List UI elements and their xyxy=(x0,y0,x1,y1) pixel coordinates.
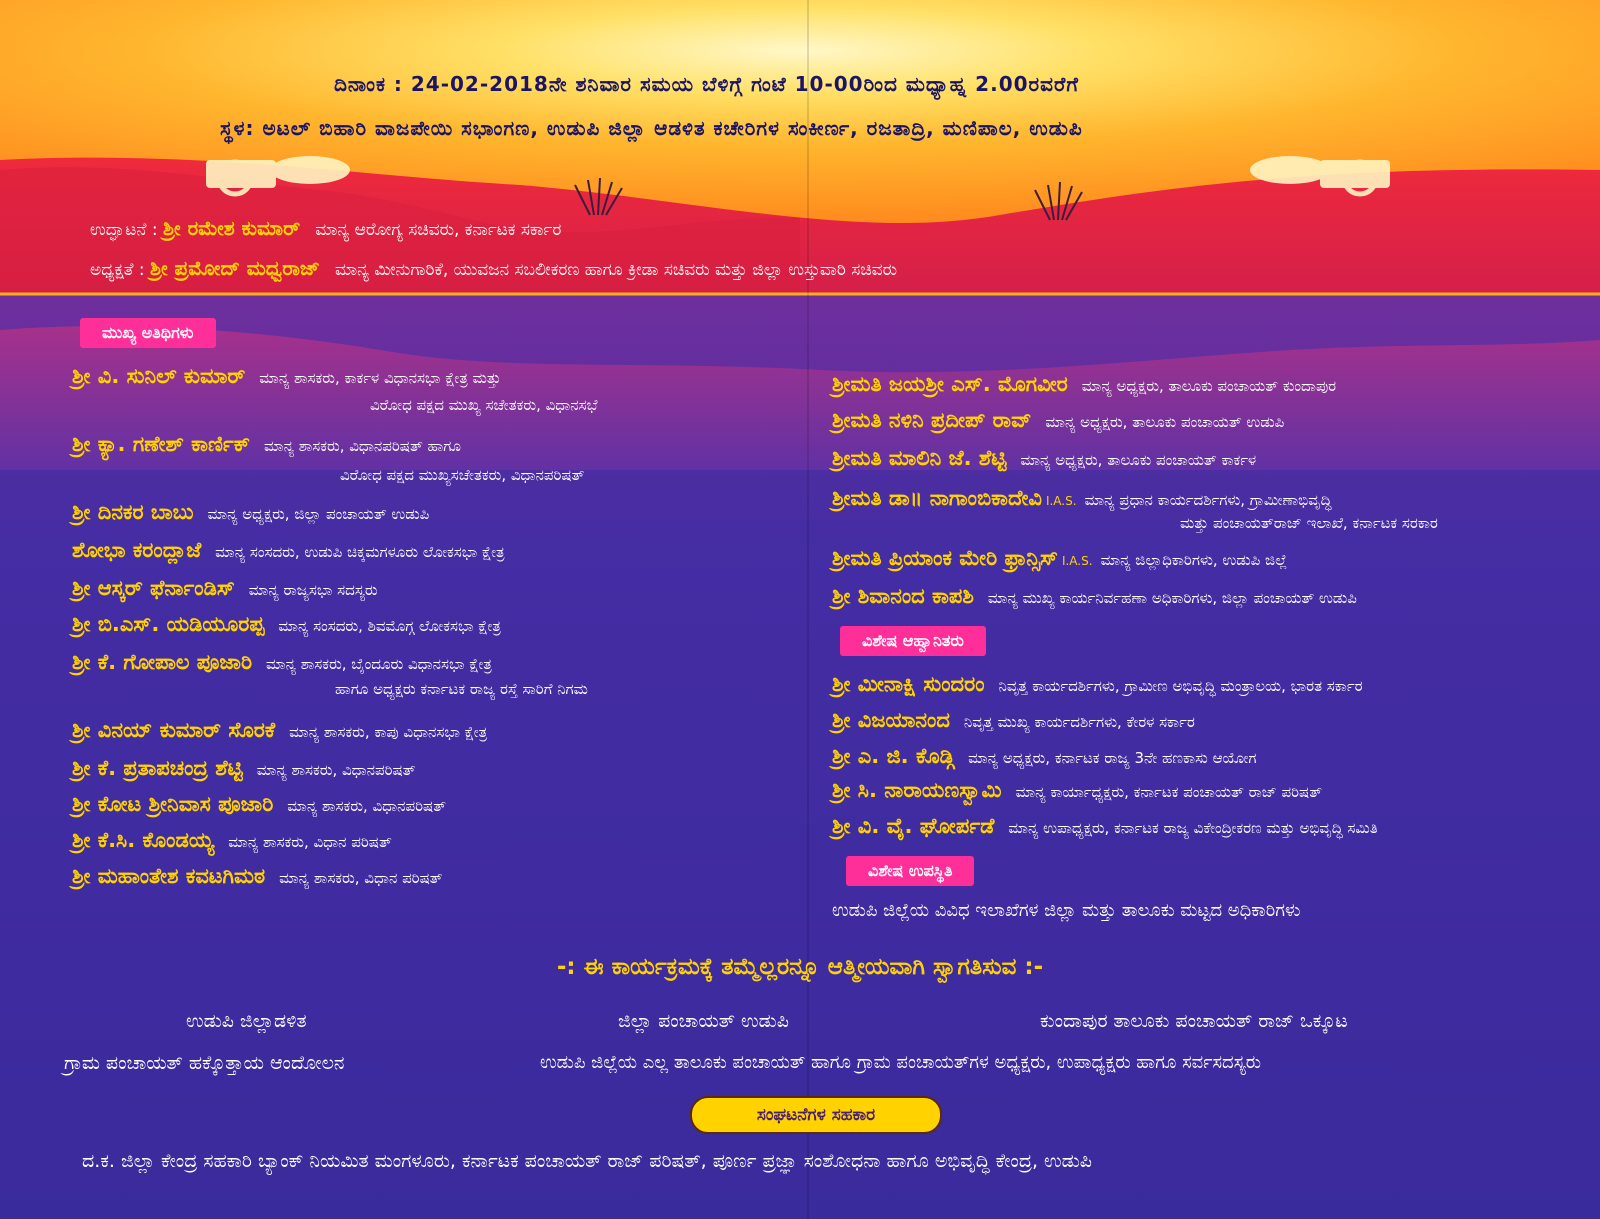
guest-desc: ಮಾನ್ಯ ಅಧ್ಯಕ್ಷರು, ತಾಲೂಕು ಪಂಚಾಯತ್ ಉಡುಪಿ xyxy=(1045,413,1285,431)
guest-name: ಶ್ರೀ ಬಿ.ಎಸ್. ಯಡಿಯೂರಪ್ಪ xyxy=(72,612,265,636)
presidency-desc: ಮಾನ್ಯ ಮೀನುಗಾರಿಕೆ, ಯುವಜನ ಸಬಲೀಕರಣ ಹಾಗೂ ಕ್ರೀಡಾ ಸಚಿವರು ಮತ್ತು ಜಿಲ್ಲಾ ಉಸ್ತುವಾರಿ ಸಚಿವರು xyxy=(334,260,897,280)
list-item xyxy=(72,756,416,781)
presidency-name: ಶ್ರೀ ಪ್ರಮೋದ್ ಮಧ್ವರಾಜ್ xyxy=(149,256,320,280)
guest-name: ಶ್ರೀ ಕೆ.ಸಿ. ಕೊಂಡಯ್ಯ xyxy=(72,828,215,852)
guest-desc: ಮಾನ್ಯ ಶಾಸಕರು, ವಿಧಾನ ಪರಿಷತ್ xyxy=(228,833,392,851)
guest-desc-2: ಹಾಗೂ ಅಧ್ಯಕ್ಷರು ಕರ್ನಾಟಕ ರಾಜ್ಯ ರಸ್ತೆ ಸಾರಿಗೆ ನಿಗಮ xyxy=(335,680,588,698)
organizer-name: ಜಿಲ್ಲಾ ಪಂಚಾಯತ್ ಉಡುಪಿ xyxy=(618,1010,789,1032)
invitee-name: ಶ್ರೀ ಮೀನಾಕ್ಷಿ ಸುಂದರಂ xyxy=(832,672,985,696)
list-item xyxy=(832,584,1357,609)
guest-desc: ಮಾನ್ಯ ಪ್ರಧಾನ ಕಾರ್ಯದರ್ಶಿಗಳು, ಗ್ರಾಮೀಣಾಭಿವೃದ್ಧಿ xyxy=(1084,491,1332,509)
invitee-name: ಶ್ರೀ ಸಿ. ನಾರಾಯಣಸ್ವಾಮಿ xyxy=(832,778,1002,802)
guest-desc-2: ವಿರೋಧ ಪಕ್ಷದ ಮುಖ್ಯಸಚೇತಕರು, ವಿಧಾನಪರಿಷತ್ xyxy=(340,466,585,484)
organizer-name: ಗ್ರಾಮ ಪಂಚಾಯತ್ ಹಕ್ಕೊತ್ತಾಯ ಆಂದೋಲನ xyxy=(64,1052,345,1074)
list-item xyxy=(72,718,487,743)
guest-name: ಶ್ರೀ ಶಿವಾನಂದ ಕಾಪಶಿ xyxy=(832,584,974,608)
invitee-desc: ಮಾನ್ಯ ಕಾರ್ಯಾಧ್ಯಕ್ಷರು, ಕರ್ನಾಟಕ ಪಂಚಾಯತ್ ರಾಜ್ ಪರಿಷತ್ xyxy=(1015,783,1323,801)
organizer-name: ಉಡುಪಿ ಜಿಲ್ಲೆಯ ಎಲ್ಲ ತಾಲೂಕು ಪಂಚಾಯತ್ ಹಾಗೂ ಗ್ರಾಮ ಪಂಚಾಯತ್‌ಗಳ ಅಧ್ಯಕ್ಷರು, ಉಪಾಧ್ಯಕ್ಷರು ಹಾಗೂ ಸರ್ವಸದಸ್ಯರು xyxy=(540,1052,1261,1073)
guest-name: ಶ್ರೀ ಕ್ಯಾ. ಗಣೇಶ್ ಕಾರ್ಣಿಕ್ xyxy=(72,432,251,456)
guest-desc: ಮಾನ್ಯ ಶಾಸಕರು, ವಿಧಾನಪರಿಷತ್ xyxy=(256,761,416,779)
guest-desc: ಮಾನ್ಯ ಶಾಸಕರು, ಬೈಂದೂರು ವಿಧಾನಸಭಾ ಕ್ಷೇತ್ರ xyxy=(266,655,492,673)
guest-name: ಶ್ರೀಮತಿ ಡಾ॥ ನಾಗಾಂಬಿಕಾದೇವಿ xyxy=(832,486,1042,510)
organizer-name: ಉಡುಪಿ ಜಿಲ್ಲಾಡಳಿತ xyxy=(186,1010,307,1032)
invitee-desc: ನಿವೃತ್ತ ಕಾರ್ಯದರ್ಶಿಗಳು, ಗ್ರಾಮೀಣ ಅಭಿವೃದ್ಧಿ ಮಂತ್ರಾಲಯ, ಭಾರತ ಸರ್ಕಾರ xyxy=(998,677,1363,695)
guest-desc-2: ಮತ್ತು ಪಂಚಾಯತ್‌ರಾಜ್ ಇಲಾಖೆ, ಕರ್ನಾಟಕ ಸರಕಾರ xyxy=(1180,514,1438,532)
list-item xyxy=(832,778,1322,803)
list-item xyxy=(832,372,1336,397)
guest-name: ಶ್ರೀ ದಿನಕರ ಬಾಬು xyxy=(72,500,194,524)
list-item xyxy=(832,744,1257,769)
guest-desc: ಮಾನ್ಯ ಅಧ್ಯಕ್ಷರು, ಜಿಲ್ಲಾ ಪಂಚಾಯತ್ ಉಡುಪಿ xyxy=(207,505,430,523)
guest-desc: ಮಾನ್ಯ ಶಾಸಕರು, ವಿಧಾನಪರಿಷತ್ xyxy=(287,797,447,815)
guest-name: ಶ್ರೀ ಕೋಟ ಶ್ರೀನಿವಾಸ ಪೂಜಾರಿ xyxy=(72,792,274,816)
list-item xyxy=(72,792,446,817)
guest-desc-2: ವಿರೋಧ ಪಕ್ಷದ ಮುಖ್ಯ ಸಚೇತಕರು, ವಿಧಾನಸಭೆ xyxy=(370,396,598,414)
list-item xyxy=(72,828,392,853)
inauguration-line xyxy=(90,216,561,240)
list-item xyxy=(832,408,1284,433)
invitee-name: ಶ್ರೀ ವಿಜಯಾನಂದ xyxy=(832,708,950,732)
chief-guests-heading: ಮುಖ್ಯ ಅತಿಥಿಗಳು xyxy=(80,318,216,348)
welcome-line: -: ಈ ಕಾರ್ಯಕ್ರಮಕ್ಕೆ ತಮ್ಮೆಲ್ಲರನ್ನೂ ಆತ್ಮೀಯವಾಗಿ ಸ್ವಾಗತಿಸುವ :- xyxy=(556,954,1044,980)
special-presence-text: ಉಡುಪಿ ಜಿಲ್ಲೆಯ ವಿವಿಧ ಇಲಾಖೆಗಳ ಜಿಲ್ಲಾ ಮತ್ತು ತಾಲೂಕು ಮಟ್ಟದ ಅಧಿಕಾರಿಗಳು xyxy=(832,900,1301,921)
date-time-line: ದಿನಾಂಕ : 24-02-2018ನೇ ಶನಿವಾರ ಸಮಯ ಬೆಳಿಗ್ಗೆ ಗಂಟೆ 10-00ರಿಂದ ಮಧ್ಯಾಹ್ನ 2.00ರವರೆಗೆ xyxy=(334,72,1079,96)
list-item xyxy=(832,708,1195,733)
guest-desc: ಮಾನ್ಯ ಶಾಸಕರು, ಕಾರ್ಕಳ ವಿಧಾನಸಭಾ ಕ್ಷೇತ್ರ ಮತ್ತು xyxy=(259,369,501,387)
list-item xyxy=(832,546,1287,571)
list-item xyxy=(72,864,443,889)
guest-desc: ಮಾನ್ಯ ಶಾಸಕರು, ವಿಧಾನಪರಿಷತ್ ಹಾಗೂ xyxy=(264,437,461,455)
list-item xyxy=(72,650,492,675)
list-item xyxy=(72,500,429,525)
guest-name: ಶೋಭಾ ಕರಂದ್ಲಾಜೆ xyxy=(72,538,202,562)
invitee-desc: ಮಾನ್ಯ ಅಧ್ಯಕ್ಷರು, ಕರ್ನಾಟಕ ರಾಜ್ಯ 3ನೇ ಹಣಕಾಸು ಆಯೋಗ xyxy=(968,749,1257,767)
guest-name: ಶ್ರೀಮತಿ ನಳಿನಿ ಪ್ರದೀಪ್ ರಾವ್ xyxy=(832,408,1032,432)
inauguration-name: ಶ್ರೀ ರಮೇಶ ಕುಮಾರ್ xyxy=(163,216,301,240)
guest-name: ಶ್ರೀ ಮಹಾಂತೇಶ ಕವಟಗಿಮಠ xyxy=(72,864,266,888)
list-item xyxy=(832,446,1256,471)
cooperation-text: ದ.ಕ. ಜಿಲ್ಲಾ ಕೇಂದ್ರ ಸಹಕಾರಿ ಬ್ಯಾಂಕ್ ನಿಯಮಿತ ಮಂಗಳೂರು, ಕರ್ನಾಟಕ ಪಂಚಾಯತ್ ರಾಜ್ ಪರಿಷತ್, ಪೂರ್ಣ ಪ್ರಜ್ಞಾ ಸಂಶೋಧನಾ ಹಾಗೂ ಅಭಿವೃದ್ಧಿ ಕೇಂದ್ರ, ಉಡುಪಿ xyxy=(82,1150,1092,1172)
guest-desc: ಮಾನ್ಯ ಮುಖ್ಯ ಕಾರ್ಯನಿರ್ವಹಣಾ ಅಧಿಕಾರಿಗಳು, ಜಿಲ್ಲಾ ಪಂಚಾಯತ್ ಉಡುಪಿ xyxy=(987,589,1357,607)
guest-suffix: I.A.S. xyxy=(1045,494,1077,508)
list-item xyxy=(832,486,1331,511)
inauguration-desc: ಮಾನ್ಯ ಆರೋಗ್ಯ ಸಚಿವರು, ಕರ್ನಾಟಕ ಸರ್ಕಾರ xyxy=(315,220,562,240)
guest-name: ಶ್ರೀ ಕೆ. ಗೋಪಾಲ ಪೂಜಾರಿ xyxy=(72,650,253,674)
venue-line: ಸ್ಥಳ: ಅಟಲ್ ಬಿಹಾರಿ ವಾಜಪೇಯಿ ಸಭಾಂಗಣ, ಉಡುಪಿ ಜಿಲ್ಲಾ ಆಡಳಿತ ಕಚೇರಿಗಳ ಸಂಕೀರ್ಣ, ರಜತಾದ್ರಿ, ಮಣಿಪಾಲ, ಉಡುಪಿ xyxy=(220,116,1083,140)
guest-name: ಶ್ರೀ ವಿ. ಸುನಿಲ್ ಕುಮಾರ್ xyxy=(72,364,246,388)
special-invitees-heading: ವಿಶೇಷ ಆಹ್ವಾನಿತರು xyxy=(840,626,986,656)
guest-suffix: I.A.S. xyxy=(1061,554,1093,568)
invitee-desc: ನಿವೃತ್ತ ಮುಖ್ಯ ಕಾರ್ಯದರ್ಶಿಗಳು, ಕೇರಳ ಸರ್ಕಾರ xyxy=(963,713,1195,731)
list-item xyxy=(72,576,378,601)
guest-name: ಶ್ರೀಮತಿ ಮಾಲಿನಿ ಜೆ. ಶೆಟ್ಟಿ xyxy=(832,446,1007,470)
guest-name: ಶ್ರೀಮತಿ ಪ್ರಿಯಾಂಕ ಮೇರಿ ಫ್ರಾನ್ಸಿಸ್ xyxy=(832,546,1058,570)
list-item xyxy=(72,432,461,457)
invitee-name: ಶ್ರೀ ವಿ. ವೈ. ಘೋರ್ಪಡೆ xyxy=(832,814,995,838)
guest-name: ಶ್ರೀ ವಿನಯ್ ಕುಮಾರ್ ಸೊರಕೆ xyxy=(72,718,276,742)
guest-desc: ಮಾನ್ಯ ಶಾಸಕರು, ವಿಧಾನ ಪರಿಷತ್ xyxy=(279,869,443,887)
presidency-line xyxy=(90,256,897,280)
guest-name: ಶ್ರೀಮತಿ ಜಯಶ್ರೀ ಎಸ್. ಮೊಗವೀರ xyxy=(832,372,1068,396)
list-item xyxy=(832,672,1363,697)
guest-desc: ಮಾನ್ಯ ಸಂಸದರು, ಉಡುಪಿ ಚಿಕ್ಕಮಗಳೂರು ಲೋಕಸಭಾ ಕ್ಷೇತ್ರ xyxy=(215,543,505,561)
guest-desc: ಮಾನ್ಯ ಶಾಸಕರು, ಕಾಪು ವಿಧಾನಸಭಾ ಕ್ಷೇತ್ರ xyxy=(289,723,488,741)
guest-desc: ಮಾನ್ಯ ರಾಜ್ಯಸಭಾ ಸದಸ್ಯರು xyxy=(248,581,378,599)
list-item xyxy=(72,612,501,637)
guest-name: ಶ್ರೀ ಆಸ್ಕರ್ ಫೆರ್ನಾಂಡಿಸ್ xyxy=(72,576,235,600)
invitee-name: ಶ್ರೀ ಎ. ಜಿ. ಕೊಡ್ಗಿ xyxy=(832,744,955,768)
cooperation-heading: ಸಂಘಟನೆಗಳ ಸಹಕಾರ xyxy=(690,1096,942,1134)
organizer-name: ಕುಂದಾಪುರ ತಾಲೂಕು ಪಂಚಾಯತ್ ರಾಜ್ ಒಕ್ಕೂಟ xyxy=(1040,1010,1348,1032)
inauguration-label: ಉದ್ಘಾಟನೆ : xyxy=(90,220,164,240)
guest-desc: ಮಾನ್ಯ ಅಧ್ಯಕ್ಷರು, ತಾಲೂಕು ಪಂಚಾಯತ್ ಕಾರ್ಕಳ xyxy=(1020,451,1257,469)
list-item xyxy=(72,538,505,563)
invitee-desc: ಮಾನ್ಯ ಉಪಾಧ್ಯಕ್ಷರು, ಕರ್ನಾಟಕ ರಾಜ್ಯ ವಿಕೇಂದ್ರೀಕರಣ ಮತ್ತು ಅಭಿವೃದ್ಧಿ ಸಮಿತಿ xyxy=(1008,819,1378,837)
guest-desc: ಮಾನ್ಯ ಜಿಲ್ಲಾಧಿಕಾರಿಗಳು, ಉಡುಪಿ ಜಿಲ್ಲೆ xyxy=(1100,551,1288,569)
guest-name: ಶ್ರೀ ಕೆ. ಪ್ರತಾಪಚಂದ್ರ ಶೆಟ್ಟಿ xyxy=(72,756,243,780)
guest-desc: ಮಾನ್ಯ ಅಧ್ಯಕ್ಷರು, ತಾಲೂಕು ಪಂಚಾಯತ್ ಕುಂದಾಪುರ xyxy=(1081,377,1337,395)
list-item xyxy=(832,814,1378,839)
guest-desc: ಮಾನ್ಯ ಸಂಸದರು, ಶಿವಮೊಗ್ಗ ಲೋಕಸಭಾ ಕ್ಷೇತ್ರ xyxy=(278,617,501,635)
special-presence-heading: ವಿಶೇಷ ಉಪಸ್ಥಿತಿ xyxy=(846,856,974,886)
list-item xyxy=(72,364,501,389)
presidency-label: ಅಧ್ಯಕ್ಷತೆ : xyxy=(90,260,150,280)
